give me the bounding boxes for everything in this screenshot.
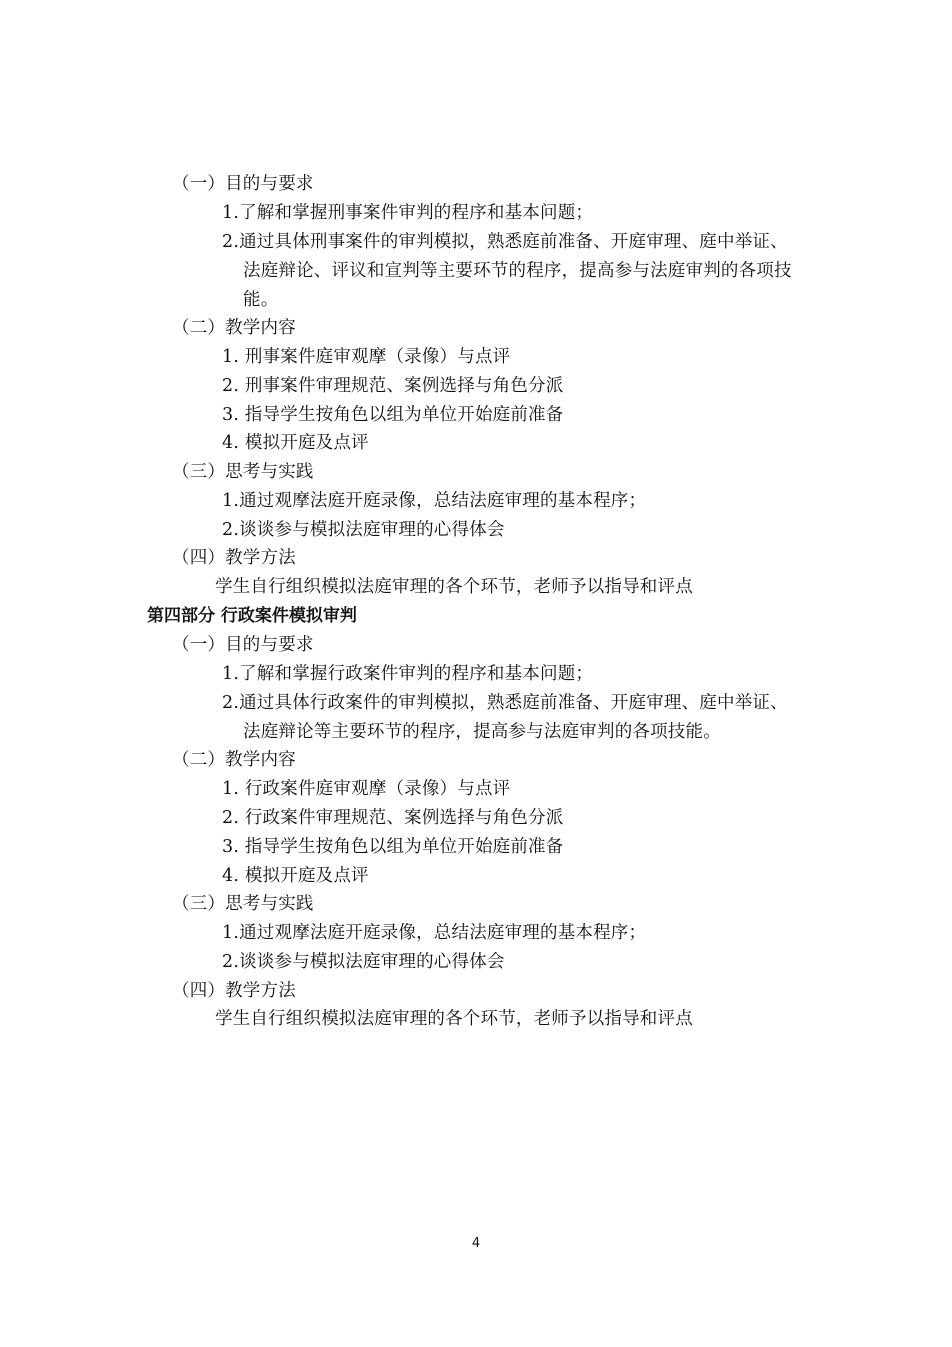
paragraph: 学生自行组织模拟法庭审理的各个环节，老师予以指导和评点 — [215, 577, 693, 597]
page-number: 4 — [471, 1236, 481, 1251]
list-item: 2.谈谈参与模拟法庭审理的心得体会 — [222, 520, 505, 540]
section-heading-content: （二）教学内容 — [172, 750, 296, 770]
section-heading-objectives: （一）目的与要求 — [172, 635, 314, 655]
list-item: 1.了解和掌握刑事案件审判的程序和基本问题； — [222, 203, 594, 223]
list-item: 1.了解和掌握行政案件审判的程序和基本问题； — [222, 664, 594, 684]
list-item: 2.通过具体刑事案件的审判模拟，熟悉庭前准备、开庭审理、庭中举证、 — [222, 232, 788, 252]
list-item: 2. 行政案件审理规范、案例选择与角色分派 — [222, 808, 564, 828]
list-item: 2.通过具体行政案件的审判模拟，熟悉庭前准备、开庭审理、庭中举证、 — [222, 693, 788, 713]
list-item: 4. 模拟开庭及点评 — [222, 433, 369, 453]
part-title: 第四部分 行政案件模拟审判 — [147, 606, 357, 626]
section-heading-practice: （三）思考与实践 — [172, 894, 314, 914]
section-heading-method: （四）教学方法 — [172, 548, 296, 568]
paragraph: 学生自行组织模拟法庭审理的各个环节，老师予以指导和评点 — [215, 1009, 693, 1029]
list-item: 1. 刑事案件庭审观摩（录像）与点评 — [222, 347, 511, 367]
list-item: 1. 行政案件庭审观摩（录像）与点评 — [222, 779, 511, 799]
list-item-continuation: 能。 — [243, 290, 279, 310]
list-item-continuation: 法庭辩论、评议和宣判等主要环节的程序，提高参与法庭审判的各项技 — [243, 261, 792, 281]
list-item-continuation: 法庭辩论等主要环节的程序，提高参与法庭审判的各项技能。 — [243, 722, 721, 742]
section-heading-practice: （三）思考与实践 — [172, 462, 314, 482]
list-item: 4. 模拟开庭及点评 — [222, 866, 369, 886]
section-heading-content: （二）教学内容 — [172, 318, 296, 338]
list-item: 1.通过观摩法庭开庭录像，总结法庭审理的基本程序； — [222, 923, 647, 943]
list-item: 3. 指导学生按角色以组为单位开始庭前准备 — [222, 837, 564, 857]
section-heading-objectives: （一）目的与要求 — [172, 174, 314, 194]
list-item: 2.谈谈参与模拟法庭审理的心得体会 — [222, 952, 505, 972]
list-item: 3. 指导学生按角色以组为单位开始庭前准备 — [222, 405, 564, 425]
list-item: 1.通过观摩法庭开庭录像，总结法庭审理的基本程序； — [222, 491, 647, 511]
list-item: 2. 刑事案件审理规范、案例选择与角色分派 — [222, 376, 564, 396]
section-heading-method: （四）教学方法 — [172, 981, 296, 1001]
